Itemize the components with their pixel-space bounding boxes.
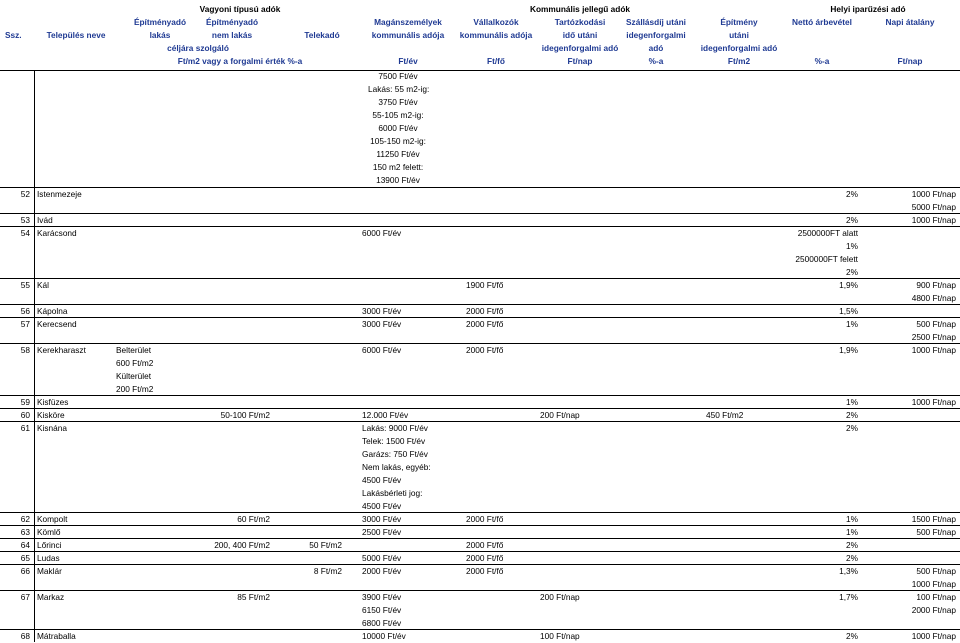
- daily-flat-rate: 1000 Ft/nap: [911, 397, 956, 407]
- unit-lodging: %-a: [648, 56, 664, 66]
- header-divider: [0, 70, 960, 71]
- net-revenue-rate: 1%: [846, 397, 858, 407]
- settlement-name: Kisköre: [37, 410, 65, 420]
- tax-table-body: [0, 70, 960, 642]
- col-net-revenue: Nettó árbevétel: [792, 17, 852, 27]
- table-header: [0, 0, 960, 68]
- building-tax-home: 200 Ft/m2: [116, 384, 154, 394]
- daily-flat-rate: 500 Ft/nap: [916, 566, 956, 576]
- group-local-business-tax: Helyi iparűzési adó: [830, 4, 906, 14]
- col-plot: Telekadó: [304, 30, 340, 40]
- row-number: 65: [20, 553, 30, 563]
- settlement-name: Ivád: [37, 215, 53, 225]
- col-building-nonhome-2: nem lakás: [211, 30, 253, 40]
- col-building-tourist-3: idegenforgalmi adó: [700, 43, 778, 53]
- plot-tax: 8 Ft/m2: [313, 566, 342, 576]
- row-number: 60: [20, 410, 30, 420]
- settlement-name: Karácsond: [37, 228, 77, 238]
- col-stay-1: Tartózkodási: [554, 17, 606, 27]
- col-building-tourist-2: utáni: [729, 30, 749, 40]
- settlement-name: Maklár: [37, 566, 62, 576]
- private-communal-tax: Lakásbérleti jog:: [362, 488, 423, 498]
- daily-flat-rate: 1000 Ft/nap: [911, 579, 956, 589]
- net-revenue-rate: 2%: [846, 423, 858, 433]
- daily-flat-rate: 1500 Ft/nap: [911, 514, 956, 524]
- unit-stay: Ft/nap: [567, 56, 593, 66]
- col-building-nonhome-1: Építményadó: [205, 17, 259, 27]
- net-revenue-rate: 2%: [846, 553, 858, 563]
- col-settlement: Település neve: [46, 30, 106, 40]
- business-communal-tax: 2000 Ft/fő: [466, 319, 504, 329]
- private-communal-tax: 12.000 Ft/év: [362, 410, 409, 420]
- private-communal-tax: 4500 Ft/év: [362, 501, 402, 511]
- daily-flat-rate: 100 Ft/nap: [916, 592, 956, 602]
- row-number: 58: [20, 345, 30, 355]
- continuation-line: 6000 Ft/év: [378, 123, 418, 133]
- row-number: 67: [20, 592, 30, 602]
- net-revenue-rate: 2500000FT felett: [795, 254, 858, 264]
- building-tax-nonhome: 85 Ft/m2: [237, 592, 270, 602]
- daily-flat-rate: 4800 Ft/nap: [911, 293, 956, 303]
- plot-tax: 50 Ft/m2: [309, 540, 342, 550]
- net-revenue-rate: 1,9%: [839, 280, 858, 290]
- row-number: 57: [20, 319, 30, 329]
- continuation-line: 11250 Ft/év: [376, 149, 420, 159]
- col-building-home-1: Építményadó: [133, 17, 187, 27]
- col-daily-flat: Napi átalány: [885, 17, 935, 27]
- business-communal-tax: 2000 Ft/fő: [466, 306, 504, 316]
- building-tourist-tax: 450 Ft/m2: [706, 410, 744, 420]
- private-communal-tax: 2500 Ft/év: [362, 527, 402, 537]
- continuation-line: 13900 Ft/év: [376, 175, 420, 185]
- settlement-name: Ludas: [37, 553, 60, 563]
- daily-flat-rate: 1000 Ft/nap: [911, 345, 956, 355]
- net-revenue-rate: 1,5%: [839, 306, 858, 316]
- private-communal-tax: 10000 Ft/év: [362, 631, 406, 641]
- net-revenue-rate: 2%: [846, 631, 858, 641]
- settlement-name: Kerecsend: [37, 319, 77, 329]
- building-tax-nonhome: 200, 400 Ft/m2: [214, 540, 270, 550]
- net-revenue-rate: 1%: [846, 527, 858, 537]
- net-revenue-rate: 2%: [846, 410, 858, 420]
- col-business-communal-1: Vállalkozók: [473, 17, 519, 27]
- business-communal-tax: 2000 Ft/fő: [466, 566, 504, 576]
- daily-flat-rate: 2500 Ft/nap: [911, 332, 956, 342]
- net-revenue-rate: 1,3%: [839, 566, 858, 576]
- unit-net: %-a: [814, 56, 830, 66]
- continuation-line: 150 m2 felett:: [372, 162, 424, 172]
- private-communal-tax: 3000 Ft/év: [362, 514, 402, 524]
- building-tax-nonhome: 50-100 Ft/m2: [220, 410, 270, 420]
- row-number: 53: [20, 215, 30, 225]
- col-building-tourist-1: Építmény: [720, 17, 758, 27]
- private-communal-tax: Nem lakás, egyéb:: [362, 462, 431, 472]
- col-lodging-2: idegenforgalmi: [626, 30, 686, 40]
- col-purpose-note: céljára szolgáló: [167, 43, 229, 53]
- settlement-name: Kál: [37, 280, 49, 290]
- private-communal-tax: 6800 Ft/év: [362, 618, 402, 628]
- continuation-line: 55-105 m2-ig:: [372, 110, 424, 120]
- daily-flat-rate: 2000 Ft/nap: [911, 605, 956, 615]
- private-communal-tax: 6150 Ft/év: [362, 605, 402, 615]
- daily-flat-rate: 900 Ft/nap: [916, 280, 956, 290]
- net-revenue-rate: 1,7%: [839, 592, 858, 602]
- daily-flat-rate: 5000 Ft/nap: [911, 202, 956, 212]
- unit-property: Ft/m2 vagy a forgalmi érték %-a: [177, 56, 303, 66]
- unit-daily: Ft/nap: [897, 56, 923, 66]
- col-building-home-2: lakás: [149, 30, 171, 40]
- continuation-line: 7500 Ft/év: [378, 71, 418, 81]
- unit-business: Ft/fő: [487, 56, 505, 66]
- business-communal-tax: 2000 Ft/fő: [466, 540, 504, 550]
- settlement-name: Kerekharaszt: [37, 345, 86, 355]
- col-private-communal-1: Magánszemélyek: [374, 17, 442, 27]
- private-communal-tax: 3000 Ft/év: [362, 319, 402, 329]
- col-lodging-1: Szállásdíj utáni: [626, 17, 686, 27]
- business-communal-tax: 2000 Ft/fő: [466, 345, 504, 355]
- building-tax-home: 600 Ft/m2: [116, 358, 154, 368]
- private-communal-tax: Lakás: 9000 Ft/év: [362, 423, 428, 433]
- net-revenue-rate: 2%: [846, 189, 858, 199]
- row-number: 52: [20, 189, 30, 199]
- settlement-name: Kompolt: [37, 514, 68, 524]
- settlement-name: Kápolna: [37, 306, 68, 316]
- private-communal-tax: 2000 Ft/év: [362, 566, 402, 576]
- row-number: 61: [20, 423, 30, 433]
- net-revenue-rate: 2%: [846, 215, 858, 225]
- settlement-name: Istenmezeje: [37, 189, 82, 199]
- building-tax-home: Belterület: [116, 345, 152, 355]
- row-number: 64: [20, 540, 30, 550]
- net-revenue-rate: 1%: [846, 241, 858, 251]
- row-number: 55: [20, 280, 30, 290]
- group-property-taxes: Vagyoni típusú adók: [199, 4, 281, 14]
- column-divider: [34, 70, 35, 642]
- private-communal-tax: Telek: 1500 Ft/év: [362, 436, 426, 446]
- building-tax-home: Külterület: [116, 371, 152, 381]
- private-communal-tax: 5000 Ft/év: [362, 553, 402, 563]
- net-revenue-rate: 2500000FT alatt: [797, 228, 858, 238]
- continuation-line: 105-150 m2-ig:: [370, 136, 426, 146]
- col-lodging-3: adó: [648, 43, 664, 53]
- row-number: 62: [20, 514, 30, 524]
- settlement-name: Kömlő: [37, 527, 61, 537]
- net-revenue-rate: 1%: [846, 514, 858, 524]
- settlement-name: Mátraballa: [37, 631, 76, 641]
- stay-tourist-tax: 100 Ft/nap: [540, 631, 580, 641]
- private-communal-tax: 6000 Ft/év: [362, 228, 402, 238]
- col-private-communal-2: kommunális adója: [371, 30, 445, 40]
- col-stay-3: idegenforgalmi adó: [541, 43, 619, 53]
- row-number: 59: [20, 397, 30, 407]
- col-stay-2: idő utáni: [562, 30, 598, 40]
- private-communal-tax: 6000 Ft/év: [362, 345, 402, 355]
- daily-flat-rate: 500 Ft/nap: [916, 527, 956, 537]
- continuation-line: Lakás: 55 m2-ig:: [368, 84, 430, 94]
- net-revenue-rate: 2%: [846, 540, 858, 550]
- row-number: 56: [20, 306, 30, 316]
- row-number: 66: [20, 566, 30, 576]
- group-communal-taxes: Kommunális jellegű adók: [529, 4, 631, 14]
- col-ssz: Ssz.: [5, 30, 22, 40]
- net-revenue-rate: 2%: [846, 267, 858, 277]
- unit-building-tourist: Ft/m2: [727, 56, 751, 66]
- business-communal-tax: 2000 Ft/fő: [466, 514, 504, 524]
- daily-flat-rate: 500 Ft/nap: [916, 319, 956, 329]
- stay-tourist-tax: 200 Ft/nap: [540, 410, 580, 420]
- business-communal-tax: 1900 Ft/fő: [466, 280, 504, 290]
- settlement-name: Markaz: [37, 592, 65, 602]
- settlement-name: Lőrinci: [37, 540, 62, 550]
- row-number: 68: [20, 631, 30, 641]
- unit-private: Ft/év: [398, 56, 418, 66]
- building-tax-nonhome: 60 Ft/m2: [237, 514, 270, 524]
- daily-flat-rate: 1000 Ft/nap: [911, 189, 956, 199]
- col-business-communal-2: kommunális adója: [459, 30, 533, 40]
- daily-flat-rate: 1000 Ft/nap: [911, 215, 956, 225]
- daily-flat-rate: 1000 Ft/nap: [911, 631, 956, 641]
- settlement-name: Kisfüzes: [37, 397, 69, 407]
- net-revenue-rate: 1,9%: [839, 345, 858, 355]
- private-communal-tax: Garázs: 750 Ft/év: [362, 449, 428, 459]
- row-number: 63: [20, 527, 30, 537]
- stay-tourist-tax: 200 Ft/nap: [540, 592, 580, 602]
- net-revenue-rate: 1%: [846, 319, 858, 329]
- private-communal-tax: 4500 Ft/év: [362, 475, 402, 485]
- settlement-name: Kisnána: [37, 423, 67, 433]
- private-communal-tax: 3000 Ft/év: [362, 306, 402, 316]
- business-communal-tax: 2000 Ft/fő: [466, 553, 504, 563]
- private-communal-tax: 3900 Ft/év: [362, 592, 402, 602]
- row-number: 54: [20, 228, 30, 238]
- continuation-line: 3750 Ft/év: [378, 97, 418, 107]
